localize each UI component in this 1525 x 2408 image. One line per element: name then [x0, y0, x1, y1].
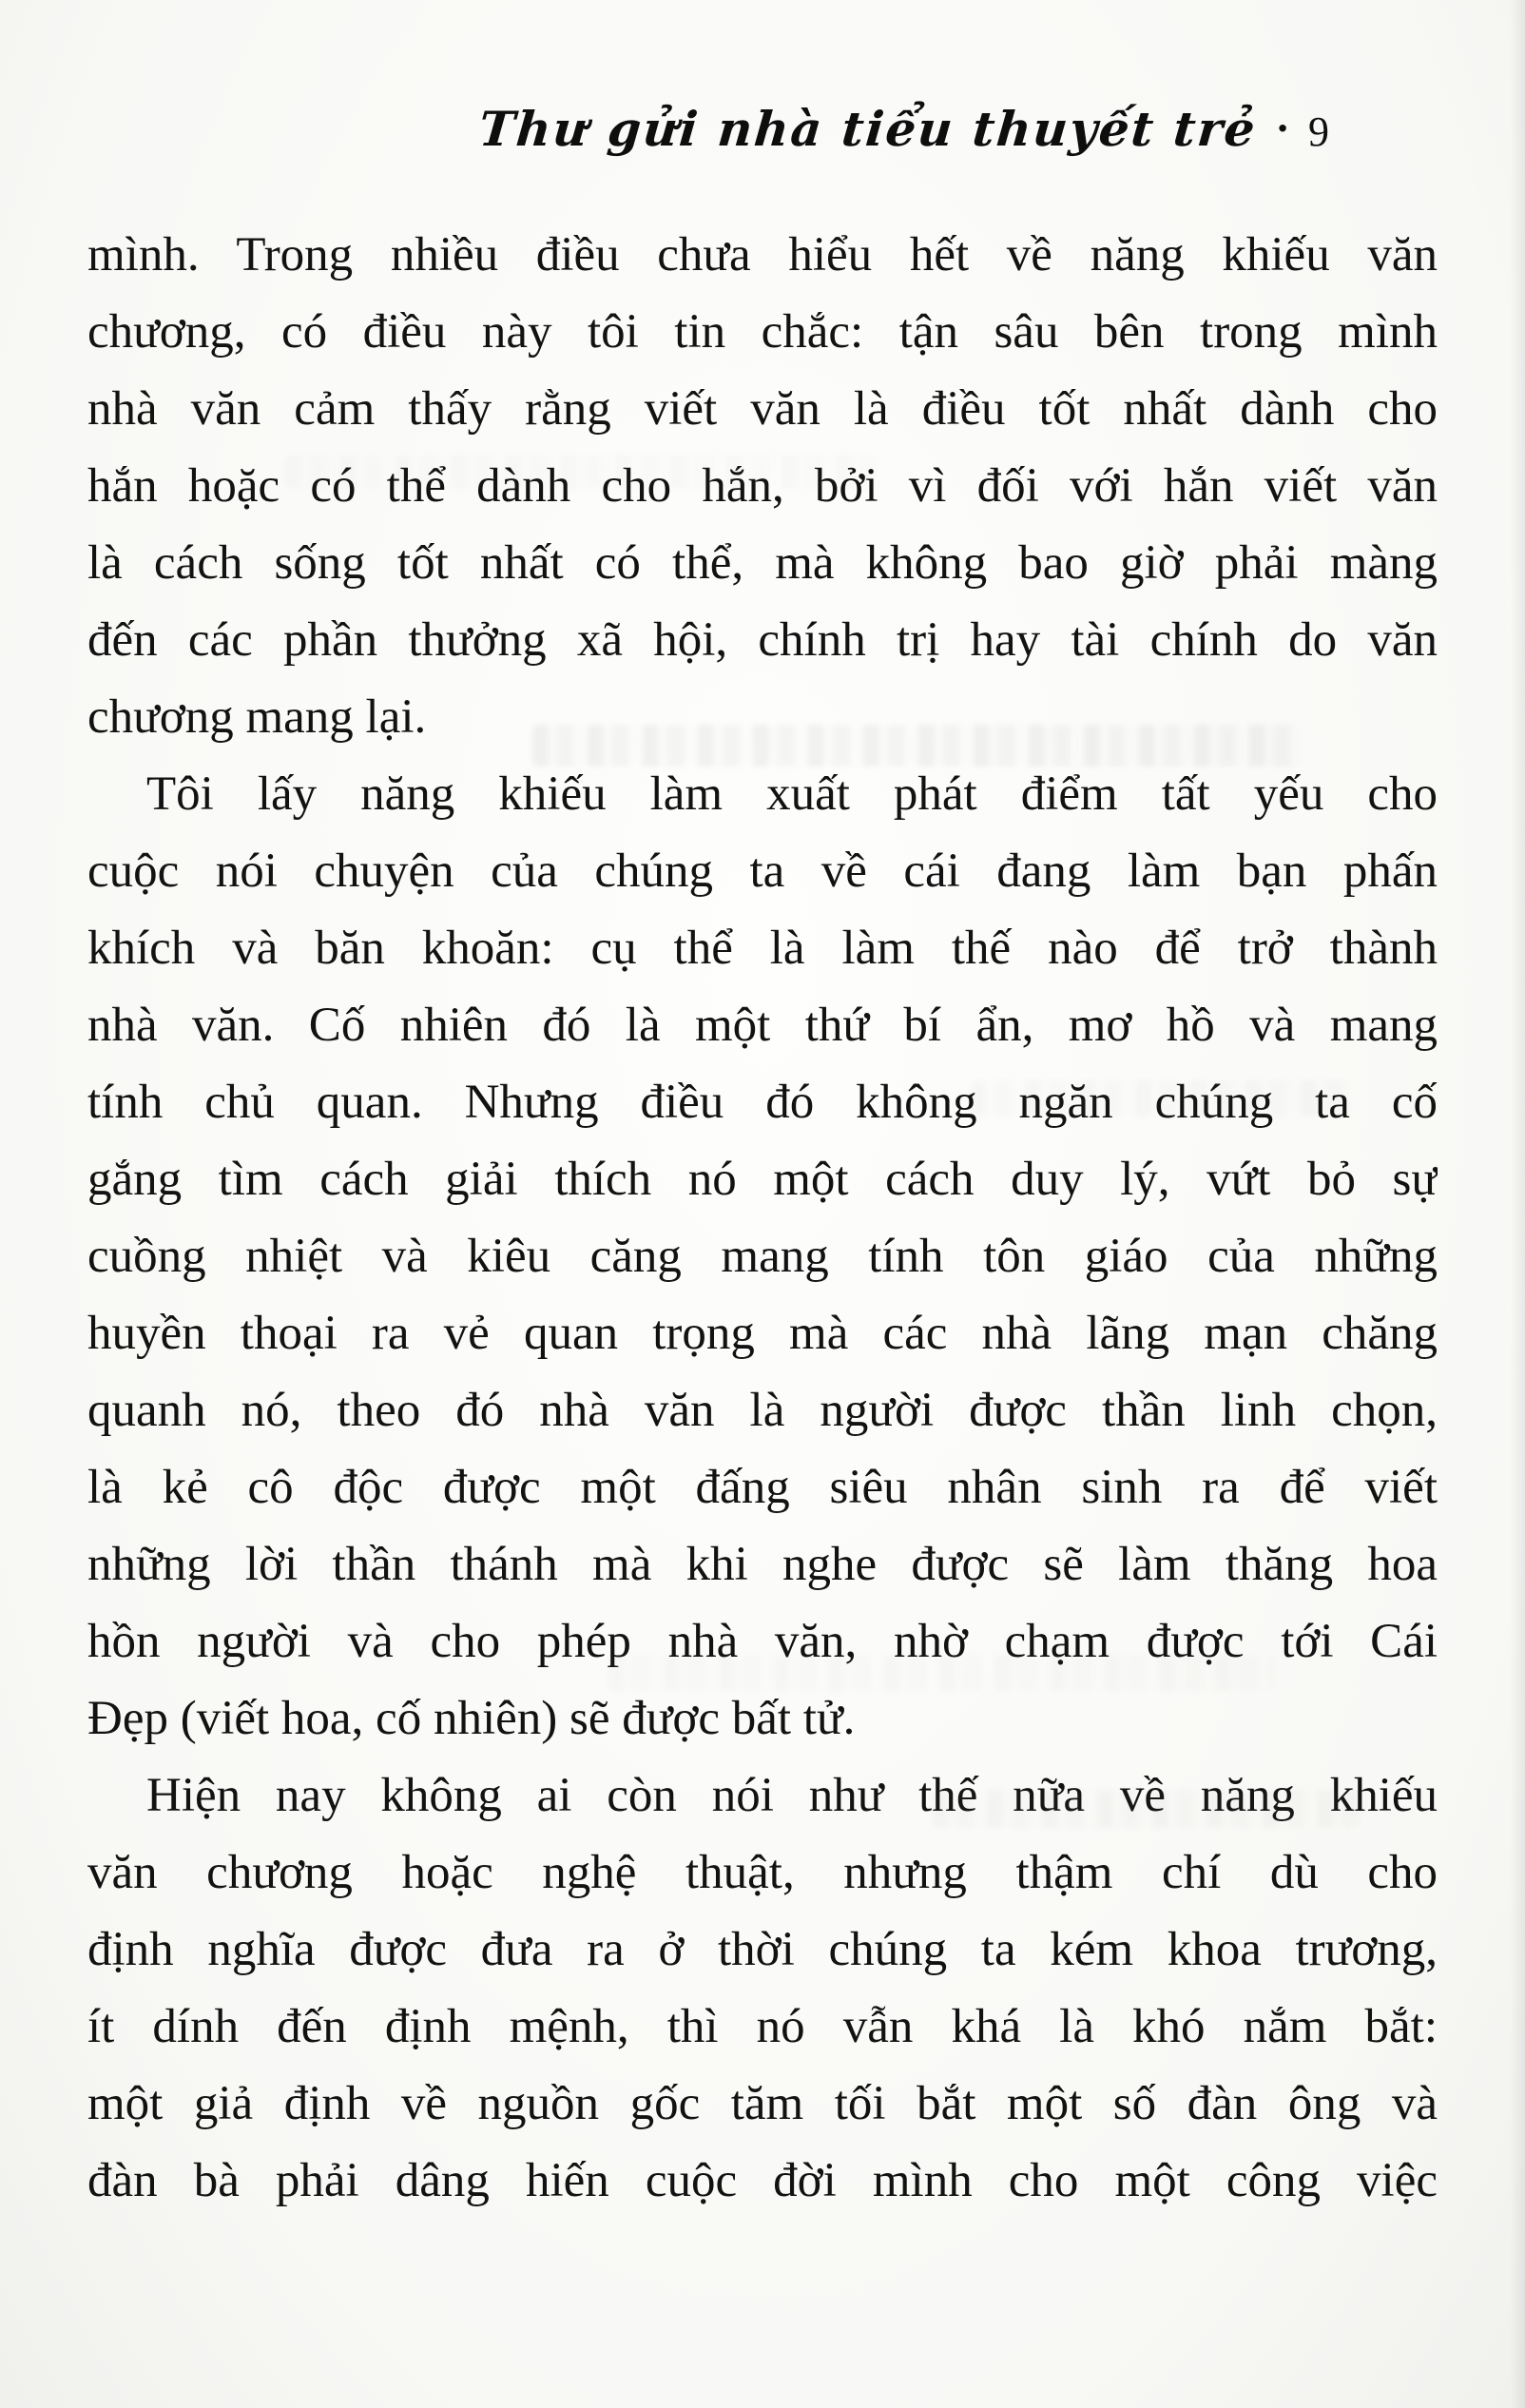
text-line: khích và băn khoăn: cụ thể là làm thế nào để trở thành: [87, 922, 1438, 975]
text-line: Đẹp (viết hoa, cố nhiên) sẽ được bất tử.: [87, 1692, 856, 1745]
page-number: 9: [1308, 108, 1329, 155]
text-line: hắn hoặc có thể dành cho hắn, bởi vì đối với hắn viết văn: [87, 459, 1438, 513]
page-edge-shading: [1510, 0, 1525, 2408]
text-line: đàn bà phải dâng hiến cuộc đời mình cho một công việc: [87, 2154, 1438, 2207]
text-line: quanh nó, theo đó nhà văn là người được thần linh chọn,: [87, 1384, 1438, 1437]
text-line: cuộc nói chuyện của chúng ta về cái đang làm bạn phấn: [87, 845, 1438, 898]
text-line: mình. Trong nhiều điều chưa hiểu hết về năng khiếu văn: [87, 228, 1438, 282]
text-block: [87, 217, 1438, 2220]
text-line: là kẻ cô độc được một đấng siêu nhân sinh ra để viết: [87, 1461, 1438, 1514]
running-header-title: Thư gửi nhà tiểu thuyết trẻ: [476, 101, 1260, 157]
text-line: những lời thần thánh mà khi nghe được sẽ làm thăng hoa: [87, 1538, 1438, 1591]
text-line: văn chương hoặc nghệ thuật, nhưng thậm chí dù cho: [87, 1846, 1438, 1899]
text-line: đến các phần thưởng xã hội, chính trị hay tài chính do văn: [87, 613, 1438, 667]
text-line: tính chủ quan. Nhưng điều đó không ngăn chúng ta cố: [87, 1076, 1438, 1129]
text-line: cuồng nhiệt và kiêu căng mang tính tôn giáo của những: [87, 1230, 1438, 1283]
text-line: Tôi lấy năng khiếu làm xuất phát điểm tất yếu cho: [146, 767, 1438, 821]
text-line: Hiện nay không ai còn nói như thế nữa về năng khiếu: [146, 1769, 1438, 1822]
text-line: một giả định về nguồn gốc tăm tối bắt một số đàn ông và: [87, 2077, 1438, 2130]
text-line: là cách sống tốt nhất có thể, mà không bao giờ phải màng: [87, 536, 1438, 590]
running-header: [476, 101, 1329, 157]
text-line: chương mang lại.: [87, 690, 427, 744]
text-line: hồn người và cho phép nhà văn, nhờ chạm được tới Cái: [87, 1615, 1438, 1668]
header-separator-dot: ·: [1276, 107, 1289, 151]
text-line: gắng tìm cách giải thích nó một cách duy lý, vứt bỏ sự: [87, 1153, 1438, 1206]
text-line: định nghĩa được đưa ra ở thời chúng ta kém khoa trương,: [87, 1923, 1438, 1976]
text-line: huyền thoại ra vẻ quan trọng mà các nhà lãng mạn chăng: [87, 1307, 1438, 1360]
text-line: ít dính đến định mệnh, thì nó vẫn khá là khó nắm bắt:: [87, 2000, 1438, 2053]
text-line: nhà văn. Cố nhiên đó là một thứ bí ẩn, mơ hồ và mang: [87, 999, 1438, 1052]
text-line: nhà văn cảm thấy rằng viết văn là điều tốt nhất dành cho: [87, 382, 1438, 436]
text-line: chương, có điều này tôi tin chắc: tận sâu bên trong mình: [87, 305, 1438, 359]
